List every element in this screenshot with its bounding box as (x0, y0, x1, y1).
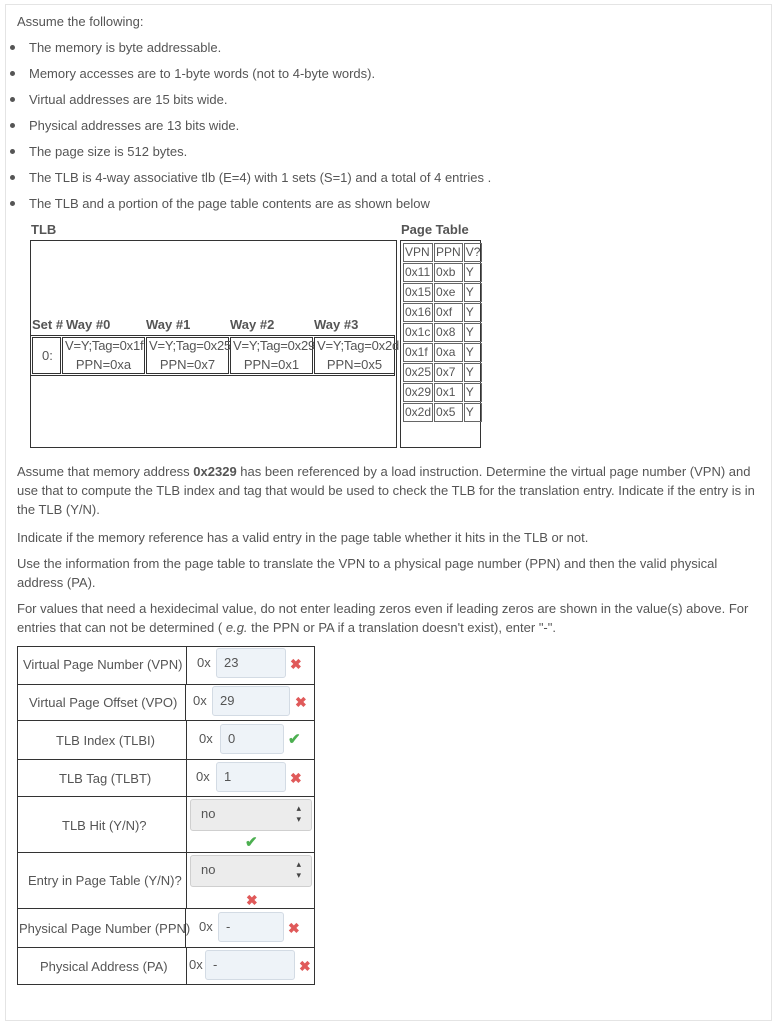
tlb-way-tag: V=Y;Tag=0x2d (317, 338, 400, 353)
select-arrows-icon: ▴ ▾ (296, 803, 301, 824)
tlb-way-ppn: PPN=0x5 (326, 357, 383, 372)
table-row: 0x11 0xb Y (403, 263, 482, 282)
ppn-label: Physical Page Number (PPN) (19, 921, 191, 936)
tlb-hit-selected: no (201, 806, 216, 821)
vpn-label: Virtual Page Number (VPN) (23, 657, 183, 672)
page-table-title: Page Table (401, 222, 469, 237)
tlb-header-way1: Way #1 (146, 317, 191, 332)
question-paragraph-2: Indicate if the memory reference has a valid entry in the page table whether it hits in the TLB or not. (17, 530, 589, 545)
tlb-header-way2: Way #2 (230, 317, 275, 332)
tlb-way-cell (62, 337, 145, 374)
incorrect-icon: ✖ (290, 770, 302, 786)
tlb-way-tag: V=Y;Tag=0x29 (233, 338, 316, 353)
page-table (402, 242, 483, 423)
correct-icon: ✔ (288, 731, 301, 748)
page-table-header-row (403, 243, 482, 262)
tlb-hit-label: TLB Hit (Y/N)? (62, 818, 147, 833)
vpo-label: Virtual Page Offset (VPO) (29, 695, 178, 710)
tlb-title: TLB (31, 222, 57, 237)
tlb-way-ppn: PPN=0x1 (243, 357, 300, 372)
pt-header-ppn: PPN (434, 243, 463, 262)
question-paragraph-1: Assume that memory address 0x2329 has been referenced by a load instruction. Determine the virtual page number (VPN) and use that to compute the TLB index and tag that would be used to check the TLB for the translation entry. Indicate if the entry is in the TLB (Y/N). (17, 464, 755, 517)
tlbi-hex-prefix: 0x (199, 731, 213, 746)
intro-text: Assume the following: (17, 14, 144, 29)
tlb-way-cell (146, 337, 232, 374)
tlb-header-way3: Way #3 (314, 317, 359, 332)
correct-icon: ✔ (245, 834, 258, 851)
table-row: 0x29 0x1 Y (403, 383, 482, 402)
pte-label: Entry in Page Table (Y/N)? (28, 873, 182, 888)
bullet-icon (10, 123, 15, 128)
tlbi-input[interactable]: 0 (220, 724, 284, 754)
tlb-header-way0: Way #0 (66, 317, 111, 332)
vpo-hex-prefix: 0x (193, 693, 207, 708)
pa-input[interactable]: - (205, 950, 295, 980)
incorrect-icon: ✖ (290, 656, 302, 672)
select-arrows-icon: ▴ ▾ (296, 859, 301, 880)
pte-selected: no (201, 862, 216, 877)
incorrect-icon: ✖ (246, 892, 258, 908)
bullet-icon (10, 175, 15, 180)
tlbt-label: TLB Tag (TLBT) (59, 771, 152, 786)
table-row: 0x16 0xf Y (403, 303, 482, 322)
question-paragraph-4: For values that need a hexidecimal value, do not enter leading zeros even if leading zeros are shown in the value(s) above. For entries that can not be determined ( e.g. the PPN or PA if a translation doesn't exist), enter "-". (17, 601, 749, 635)
bullet-icon (10, 71, 15, 76)
table-row: 0x25 0x7 Y (403, 363, 482, 382)
address-value: 0x2329 (193, 464, 237, 479)
tlb-set-index: 0: (42, 348, 53, 363)
pte-select[interactable] (190, 855, 312, 887)
table-row: 0x15 0xe Y (403, 283, 482, 302)
bullet-icon (10, 201, 15, 206)
tlb-header-set: Set # (32, 317, 64, 332)
tlb-way-cell (314, 337, 400, 374)
tlb-way-tag: V=Y;Tag=0x25 (149, 338, 232, 353)
tlb-way-ppn: PPN=0x7 (159, 357, 216, 372)
tlbt-hex-prefix: 0x (196, 769, 210, 784)
tlbi-label: TLB Index (TLBI) (56, 733, 155, 748)
ppn-hex-prefix: 0x (199, 919, 213, 934)
tlb-hit-select[interactable] (190, 799, 312, 831)
tlb-way-ppn: PPN=0xa (75, 357, 132, 372)
pt-header-vpn: VPN (403, 243, 433, 262)
question-paragraph-3: Use the information from the page table to translate the VPN to a physical page number (PPN) and then the valid physical address (PA). (17, 556, 718, 590)
ppn-input[interactable]: - (218, 912, 284, 942)
tlb-way-tag: V=Y;Tag=0x1f (65, 338, 144, 353)
pa-hex-prefix: 0x (189, 957, 203, 972)
tlb-way-cell (230, 337, 316, 374)
bullet-icon (10, 45, 15, 50)
table-row: 0x1c 0x8 Y (403, 323, 482, 342)
pt-header-valid: V? (464, 243, 483, 262)
incorrect-icon: ✖ (288, 920, 300, 936)
pa-label: Physical Address (PA) (40, 959, 168, 974)
incorrect-icon: ✖ (295, 694, 307, 710)
table-row: 0x2d 0x5 Y (403, 403, 482, 422)
bullet-icon (10, 149, 15, 154)
vpo-input[interactable]: 29 (212, 686, 290, 716)
vpn-input[interactable]: 23 (216, 648, 286, 678)
incorrect-icon: ✖ (299, 958, 311, 974)
bullet-icon (10, 97, 15, 102)
tlbt-input[interactable]: 1 (216, 762, 286, 792)
table-row: 0x1f 0xa Y (403, 343, 482, 362)
vpn-hex-prefix: 0x (197, 655, 211, 670)
